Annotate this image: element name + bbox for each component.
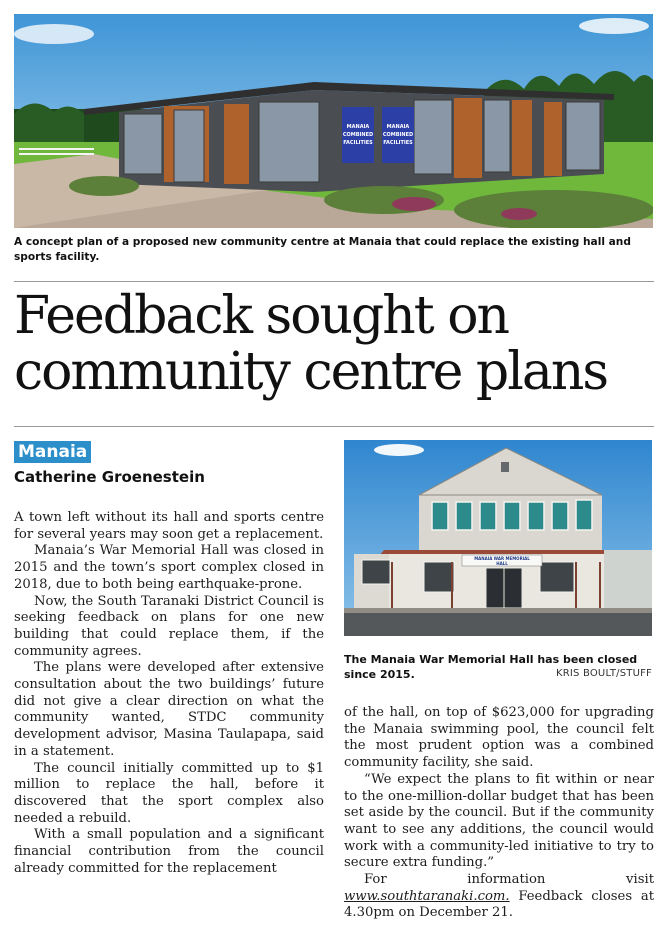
byline: Catherine Groenestein bbox=[14, 468, 205, 486]
photo-caption: The Manaia War Memorial Hall has been closed since 2015. bbox=[344, 653, 638, 681]
war-memorial-hall-photo bbox=[344, 440, 652, 636]
website-link[interactable]: www.southtaranaki.com. bbox=[344, 888, 510, 904]
hall-sign-line-1: MANAIA WAR MEMORIAL bbox=[474, 556, 530, 561]
info-suffix: Feedback closes at 4.30pm on December 21. bbox=[344, 888, 654, 921]
paragraph: “We expect the plans to fit within or near to the one-million-dollar budget that has been set aside by the council. But if the community want to see any additions, the council would work with a community-led initiative to try to secure extra funding.” bbox=[344, 771, 654, 871]
sign-right-line-3: FACILITIES bbox=[383, 140, 413, 146]
paragraph: Manaia’s War Memorial Hall was closed in 2015 and the town’s sport complex closed in 2018, due to both being earthquake-prone. bbox=[14, 543, 324, 592]
sign-left-line-1: MANAIA bbox=[346, 124, 370, 130]
location-tag: Manaia bbox=[14, 441, 91, 463]
info-prefix: For information visit bbox=[364, 872, 654, 888]
paragraph: The council initially committed up to $1 million to replace the hall, before it discovered that the sport complex also needed a rebuild. bbox=[14, 760, 324, 826]
divider bbox=[14, 281, 654, 282]
sign-right-line-1: MANAIA bbox=[386, 124, 410, 130]
sign-right-line-2: COMBINED bbox=[382, 132, 414, 138]
sign-left-line-3: FACILITIES bbox=[343, 140, 373, 146]
headline-line-2: community centre plans bbox=[14, 342, 607, 402]
photo-credit: KRIS BOULT/STUFF bbox=[555, 668, 652, 679]
paragraph: of the hall, on top of $623,000 for upgrading the Manaia swimming pool, the council felt the most prudent option was a combined community facility, she said. bbox=[344, 705, 654, 771]
paragraph: A town left without its hall and sports centre for several years may soon get a replacement. bbox=[14, 510, 324, 542]
article-column-2 bbox=[344, 705, 654, 922]
concept-plan-image bbox=[14, 14, 653, 228]
divider bbox=[14, 426, 654, 427]
headline-line-1: Feedback sought on bbox=[14, 286, 509, 346]
paragraph: The plans were developed after extensive consultation about the two buildings’ future did not give a clear direction on what the community wanted, STDC community development advisor, Masina Taulapapa, said in a statement. bbox=[14, 660, 324, 759]
article-column-1 bbox=[14, 510, 324, 877]
headline bbox=[14, 288, 654, 400]
paragraph bbox=[344, 872, 654, 922]
sign-left-line-2: COMBINED bbox=[342, 132, 374, 138]
hall-sign-line-2: HALL bbox=[496, 561, 508, 566]
paragraph: Now, the South Taranaki District Council is seeking feedback on plans for one new building that could replace them, if the community agrees. bbox=[14, 593, 324, 659]
paragraph: With a small population and a significant financial contribution from the council already committed for the replacement bbox=[14, 827, 324, 876]
hero-caption: A concept plan of a proposed new community centre at Manaia that could replace the existing hall and sports facility. bbox=[14, 236, 631, 263]
